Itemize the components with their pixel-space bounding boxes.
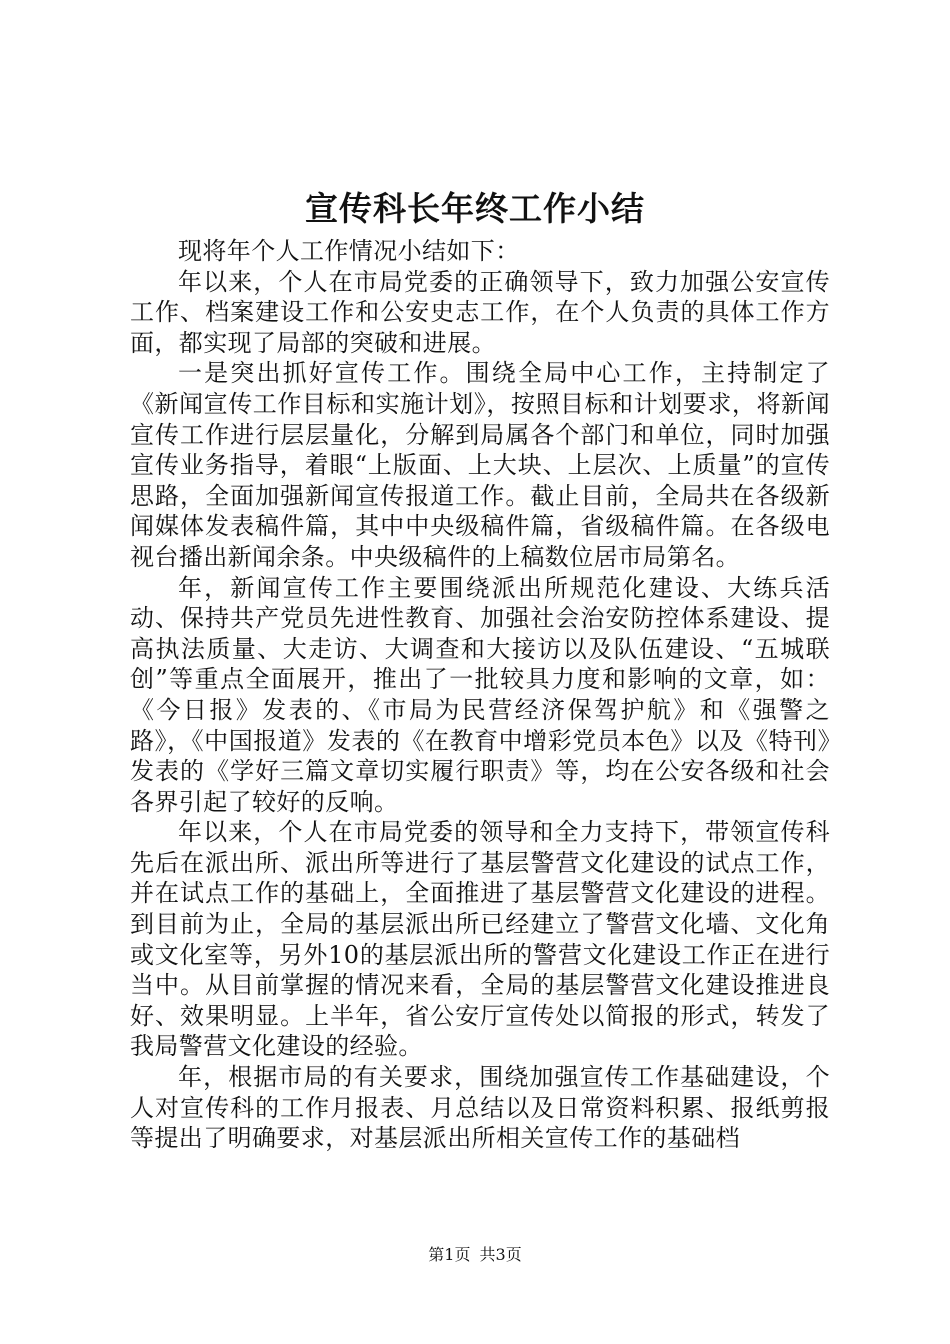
- page-total: 共3页: [479, 1245, 522, 1264]
- paragraph-police-culture: 年以来，个人在市局党委的领导和全力支持下，带领宣传科先后在派出所、派出所等进行了基层警营文化建设的试点工作，并在试点工作的基础上，全面推进了基层警营文化建设的进程。到目前为止，全局的基层派出所已经建立了警营文化墙、文化角或文化室等，另外10的基层派出所的警营文化建设工作正在进行当中。从目前掌握的情况来看，全局的基层警营文化建设推进良好、效果明显。上半年，省公安厅宣传处以简报的形式，转发了我局警营文化建设的经验。: [130, 818, 830, 1061]
- page-number: 第1页: [428, 1245, 471, 1264]
- document-body: [130, 236, 830, 1154]
- paragraph-overview: 年以来，个人在市局党委的正确领导下，致力加强公安宣传工作、档案建设工作和公安史志工作，在个人负责的具体工作方面，都实现了局部的突破和进展。: [130, 267, 830, 357]
- paragraph-news-topics: 年，新闻宣传工作主要围绕派出所规范化建设、大练兵活动、保持共产党员先进性教育、加强社会治安防控体系建设、提高执法质量、大走访、大调查和大接访以及队伍建设、“五城联创”等重点全面展开，推出了一批较具力度和影响的文章，如：《今日报》发表的、《市局为民营经济保驾护航》和《强警之路》，《中国报道》发表的《在教育中增彩党员本色》以及《特刊》发表的《学好三篇文章切实履行职责》等，均在公安各级和社会各界引起了较好的反响。: [130, 573, 830, 816]
- page-footer: [0, 1244, 950, 1266]
- paragraph-publicity: 一是突出抓好宣传工作。围绕全局中心工作，主持制定了《新闻宣传工作目标和实施计划》，按照目标和计划要求，将新闻宣传工作进行层层量化，分解到局属各个部门和单位，同时加强宣传业务指导，着眼“上版面、上大块、上层次、上质量”的宣传思路，全面加强新闻宣传报道工作。截止目前，全局共在各级新闻媒体发表稿件篇，其中中央级稿件篇，省级稿件篇。在各级电视台播出新闻余条。中央级稿件的上稿数位居市局第名。: [130, 359, 830, 571]
- document-title: 宣传科长年终工作小结: [305, 189, 645, 228]
- paragraph-basic-construction: 年，根据市局的有关要求，围绕加强宣传工作基础建设，个人对宣传科的工作月报表、月总结以及日常资料积累、报纸剪报等提出了明确要求，对基层派出所相关宣传工作的基础档: [130, 1063, 830, 1153]
- paragraph-intro: 现将年个人工作情况小结如下：: [178, 237, 520, 265]
